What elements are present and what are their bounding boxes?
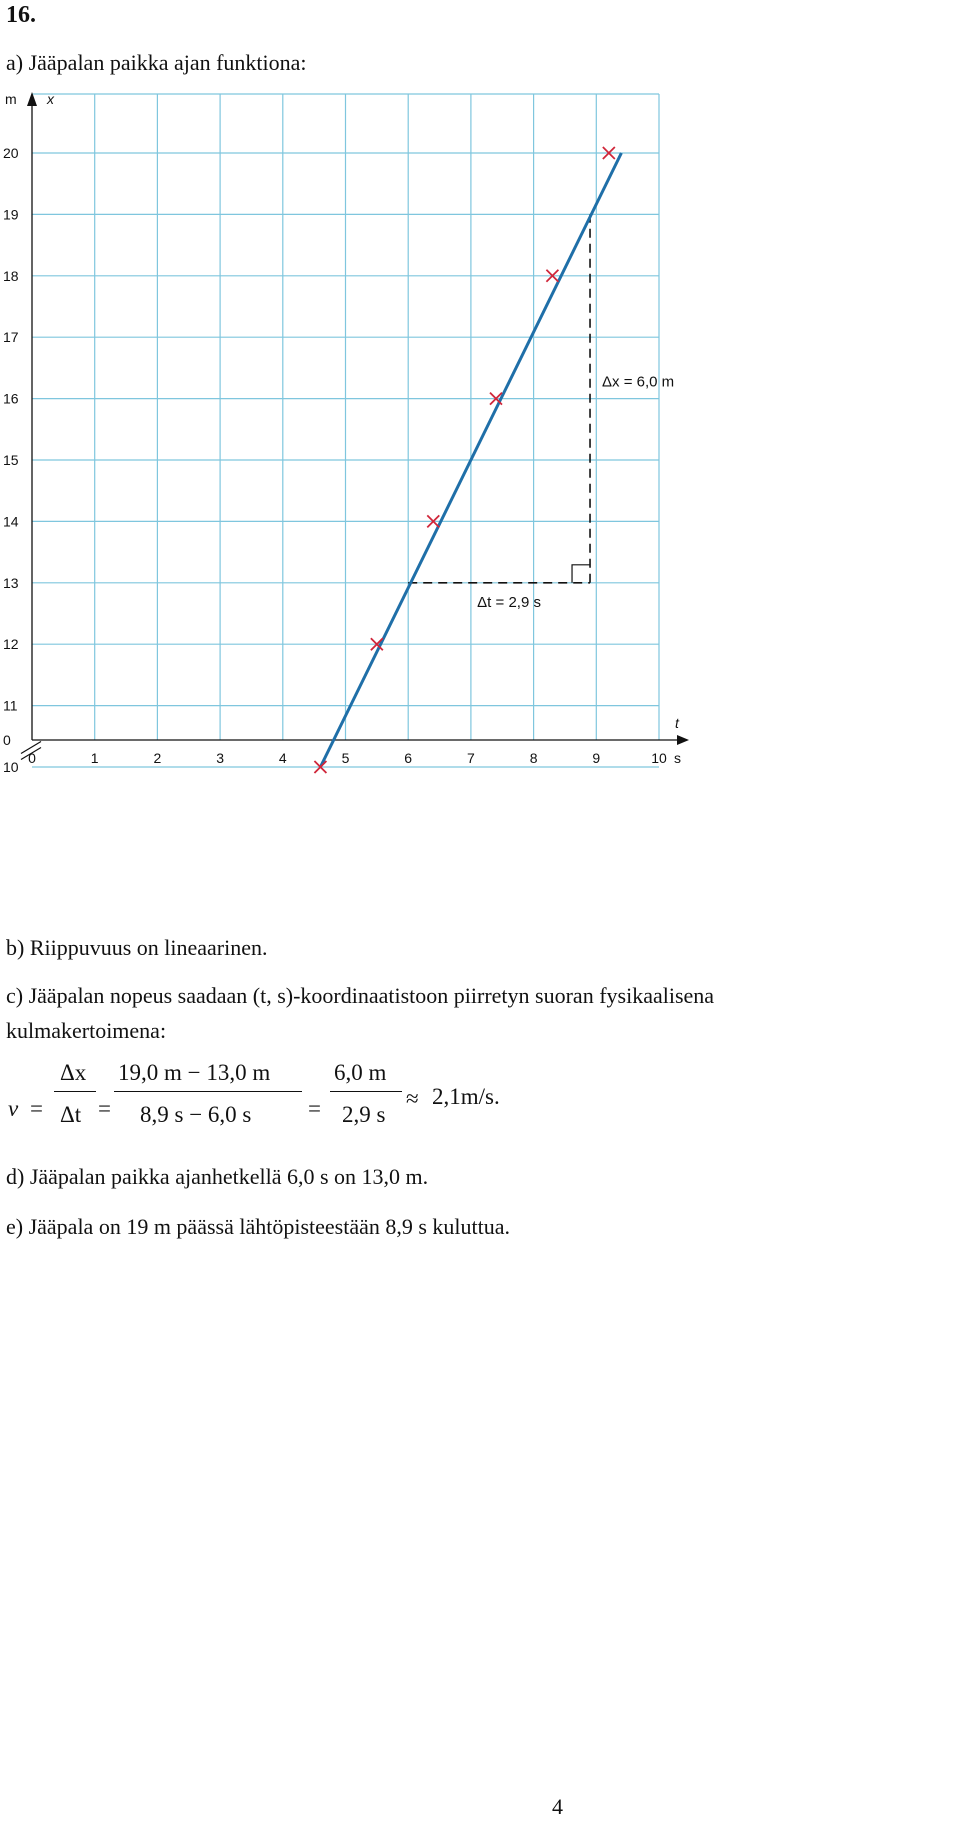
part-a-text: a) Jääpalan paikka ajan funktiona: <box>6 50 307 75</box>
tick-labels <box>3 91 681 775</box>
x-tick-label: 5 <box>341 750 350 766</box>
formula-eq3: = <box>308 1096 321 1121</box>
problem-number: 16. <box>6 2 36 28</box>
x-tick-label: 8 <box>529 750 538 766</box>
formula-eq2: = <box>98 1096 111 1121</box>
x-axis-label: t <box>675 715 679 731</box>
part-c-text-line2: kulmakertoimena: <box>6 1018 167 1043</box>
fraction-bar-2 <box>114 1091 302 1092</box>
y-tick-label: 13 <box>3 574 19 591</box>
right-angle-mark <box>572 565 590 583</box>
formula-den1: 8,9 s − 6,0 s <box>140 1102 252 1127</box>
y-tick-label: 19 <box>3 206 19 223</box>
formula-dx: Δx <box>60 1060 87 1085</box>
x-tick-label: 1 <box>90 750 99 766</box>
formula-v: v <box>8 1096 19 1121</box>
delta-x-annotation: Δx = 6,0 m <box>602 373 675 391</box>
x-tick-label: 6 <box>404 750 413 766</box>
annotations <box>477 374 674 611</box>
y-tick-label: 12 <box>3 636 19 653</box>
y-tick-label: 16 <box>3 390 19 407</box>
x-tick-label: 2 <box>153 750 162 766</box>
y-tick-label: 20 <box>3 145 19 161</box>
fraction-bar-1 <box>54 1091 96 1092</box>
y-unit-label: m <box>5 91 17 107</box>
delta-t-annotation: Δt = 2,9 s <box>477 593 541 611</box>
formula-num1: 19,0 m − 13,0 m <box>118 1060 271 1085</box>
x-tick-label: 7 <box>467 750 475 766</box>
y-tick-label: 18 <box>3 267 19 284</box>
page-number: 4 <box>552 1794 563 1819</box>
y-tick-label: 10 <box>3 759 19 775</box>
y-tick-label: 14 <box>3 513 19 530</box>
formula-result: 2,1m/s. <box>432 1084 500 1109</box>
part-d-text: d) Jääpalan paikka ajanhetkellä 6,0 s on 13,0 m. <box>6 1164 429 1189</box>
x-tick-label: 9 <box>592 750 601 766</box>
grid-lines <box>32 94 659 767</box>
x-tick-label: 3 <box>216 750 224 766</box>
x-tick-label: 10 <box>651 750 667 766</box>
y-tick-label: 15 <box>3 452 19 468</box>
y-tick-label: 17 <box>3 329 19 346</box>
x-axis-arrow <box>677 735 689 745</box>
fraction-bar-3 <box>330 1091 402 1092</box>
y-tick-label: 11 <box>3 697 18 714</box>
formula-num2: 6,0 m <box>334 1060 387 1085</box>
x-tick-label: 4 <box>278 750 287 766</box>
y-axis-label: x <box>47 91 54 107</box>
formula-den2: 2,9 s <box>342 1102 386 1127</box>
formula-eq1: = <box>30 1096 43 1121</box>
x-unit-label: s <box>674 750 681 766</box>
formula-dt: Δt <box>60 1102 82 1127</box>
axes <box>21 92 689 760</box>
x-tick-label: 0 <box>28 750 36 766</box>
position-time-graph <box>0 88 760 888</box>
part-c-text-line1: c) Jääpalan nopeus saadaan (t, s)-koordinaatistoon piirretyn suoran fysikaalisena <box>6 983 715 1008</box>
part-e-text: e) Jääpala on 19 m päässä lähtöpisteestään 8,9 s kuluttua. <box>6 1214 511 1239</box>
velocity-formula <box>0 1058 600 1168</box>
part-b-text: b) Riippuvuus on lineaarinen. <box>6 935 268 960</box>
y-tick-label: 0 <box>3 732 11 748</box>
formula-approx: ≈ <box>406 1086 419 1111</box>
